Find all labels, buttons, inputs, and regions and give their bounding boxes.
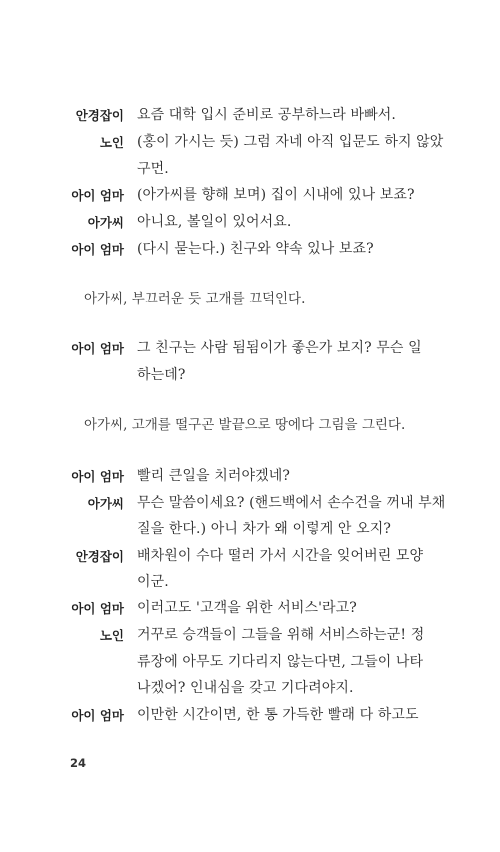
speaker-name: 아이 엄마 <box>71 708 124 723</box>
speaker-name: 아이 엄마 <box>71 469 124 484</box>
page-number: 24 <box>70 756 87 770</box>
speaker-name: 아이 엄마 <box>71 341 124 356</box>
dialogue-line: 무슨 말씀이세요? (핸드백에서 손수건을 꺼내 부채 <box>137 495 446 511</box>
dialogue-line: 질을 한다.) 아니 차가 왜 이렇게 안 오지? <box>137 521 391 537</box>
dialogue-line: (다시 묻는다.) 친구와 약속 있나 보죠? <box>137 241 374 257</box>
speaker-name: 아이 엄마 <box>71 601 124 616</box>
dialogue-line: 류장에 아무도 기다리지 않는다면, 그들이 나타 <box>137 654 424 670</box>
dialogue-line: 이군. <box>137 574 169 590</box>
dialogue-line: 요즘 대학 입시 준비로 공부하느라 바빠서. <box>137 107 396 123</box>
dialogue-line: 하는데? <box>137 367 186 383</box>
dialogue-line: (홍이 가시는 듯) 그럼 자네 아직 입문도 하지 않았 <box>137 134 444 150</box>
speaker-name: 아이 엄마 <box>71 188 124 203</box>
speaker-name: 아가씨 <box>87 496 124 511</box>
speaker-name: 아가씨 <box>87 215 124 230</box>
stage-direction: 아가씨, 고개를 떨구곤 발끝으로 땅에다 그림을 그린다. <box>84 417 406 433</box>
stage-direction: 아가씨, 부끄러운 듯 고개를 끄덕인다. <box>84 291 306 307</box>
speaker-name: 노인 <box>99 135 124 150</box>
dialogue-line: 거꾸로 승객들이 그들을 위해 서비스하는군! 정 <box>137 627 425 643</box>
speaker-name: 안경잡이 <box>75 549 124 564</box>
dialogue-line: 아니요, 볼일이 있어서요. <box>137 214 292 230</box>
dialogue-line: 이러고도 '고객을 위한 서비스'라고? <box>137 600 357 616</box>
speaker-name: 노인 <box>99 628 124 643</box>
dialogue-line: 빨리 큰일을 치러야겠네? <box>137 468 290 484</box>
dialogue-line: (아가씨를 향해 보며) 집이 시내에 있나 보죠? <box>137 187 415 203</box>
dialogue-line: 구먼. <box>137 161 169 177</box>
speaker-name: 아이 엄마 <box>71 242 124 257</box>
dialogue-line: 나겠어? 인내심을 갖고 기다려야지. <box>137 680 354 696</box>
dialogue-line: 배차원이 수다 떨러 가서 시간을 잊어버린 모양 <box>137 548 424 564</box>
dialogue-line: 그 친구는 사람 됨됨이가 좋은가 보지? 무슨 일 <box>137 340 422 356</box>
dialogue-line: 이만한 시간이면, 한 통 가득한 빨래 다 하고도 <box>137 707 419 723</box>
speaker-name: 안경잡이 <box>75 108 124 123</box>
